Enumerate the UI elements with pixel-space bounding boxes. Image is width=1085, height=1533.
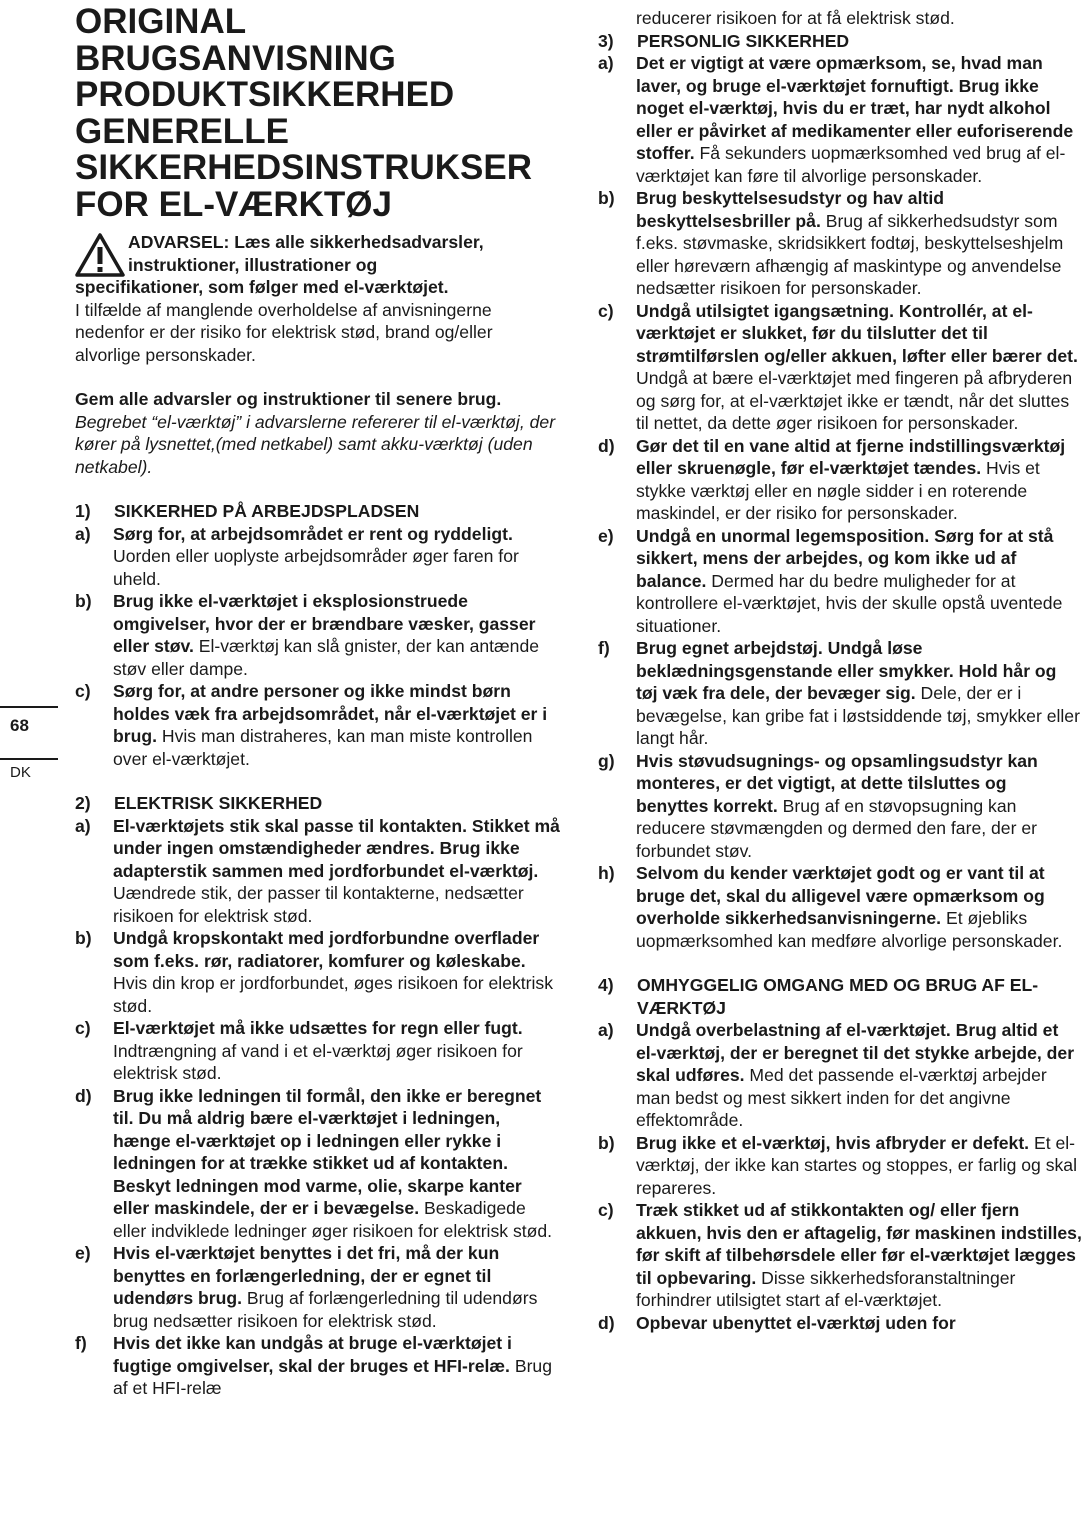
list-item: d) Brug ikke ledningen til formål, den ikke er beregnet til. Du må aldrig bære el-værktøjet i ledningen, hænge el-værktøjet op i ledningen eller rykke i ledningen for at trække stikket ud af kontakten. Beskyt ledningen mod varme, olie, skarpe kanter eller maskindele, der er i bevægelse. Beskadigede eller indviklede ledninger øger risikoen for elektrisk stød. <box>75 1085 553 1241</box>
section-2-heading: 2) ELEKTRISK SIKKERHED <box>75 793 323 813</box>
list-item: c) Undgå utilsigtet igangsætning. Kontrollér, at el-værktøjet er slukket, før du tilslutter det til strømtilførslen og/eller akkuen, løfter eller bærer det. Undgå at bære el-værktøjet med fingeren på afbryderen og sørg for, at el-værktøjet ikke er tændt, når det sluttes til nettet, da dette øger risikoen for personskader. <box>598 300 1078 433</box>
language-code: DK <box>10 764 31 781</box>
warning-block <box>75 231 560 366</box>
continued-text: reducerer risikoen for at få elektrisk stød. <box>636 8 955 28</box>
list-item: a) Det er vigtigt at være opmærksom, se, hvad man laver, og bruge el-værktøjet fornuftigt. Brug ikke noget el-værktøj, hvis du er træt, har nydt alkohol eller er påvirket af medikamenter eller euforiserende stoffer. Få sekunders uopmærksomhed ved brug af el-værktøjet kan føre til alvorlige personskader. <box>598 53 1074 186</box>
warning-heading-line3: specifikationer, som følger med el-værktøjet. <box>75 277 449 297</box>
tool-definition: Begrebet “el-værktøj” i advarslerne refererer til el-værktøj, der kører på lysnettet,(med netkabel) samt akku-værktøj (uden netkabel). <box>75 411 556 477</box>
list-item: c) Sørg for, at andre personer og ikke mindst børn holdes væk fra arbejdsområdet, når el-værktøjet er i brug. Hvis man distraheres, kan man miste kontrollen over el-værktøjet. <box>75 681 548 769</box>
page-number: 68 <box>10 716 29 735</box>
list-item: f) Brug egnet arbejdstøj. Undgå løse beklædningsgenstande eller smykker. Hold hår og tøj væk fra dele, der bevæger sig. Dele, der er i bevægelse, kan gribe fat i løstsiddende tøj, smykker eller langt hår. <box>598 638 1080 748</box>
list-item: d) Gør det til en vane altid at fjerne indstillingsværktøj eller skruenøgle, før el-værktøjet tændes. Hvis et stykke værktøj eller en nøgle sidder i en roterende maskindel, er der risiko for personskader. <box>598 435 1066 523</box>
list-item: h) Selvom du kender værktøjet godt og er vant til at bruge det, skal du alligevel være opmærksom og overholde sikkerhedsanvisningerne. Et øjebliks uopmærksomhed kan medføre alvorlige personskader. <box>598 863 1063 951</box>
right-column <box>598 0 1082 1334</box>
list-item: c) El-værktøjet må ikke udsættes for regn eller fugt. Indtrængning af vand i et el-værktøj øger risikoen for elektrisk stød. <box>75 1018 523 1083</box>
warning-text: I tilfælde af manglende overholdelse af anvisningerne nedenfor er der risiko for elektrisk stød, brand og/eller alvorlige personskader. <box>75 299 493 365</box>
list-item: a) El-værktøjets stik skal passe til kontakten. Stikket må under ingen omstændigheder ændres. Brug ikke adapterstik sammen med jordforbundet el-værktøj. Uændrede stik, der passer til kontakterne, nedsætter risikoen for elektrisk stød. <box>75 815 560 926</box>
list-item: f) Hvis det ikke kan undgås at bruge el-værktøjet i fugtige omgivelser, skal der bruges et HFI-relæ. Brug af et HFI-relæ <box>75 1333 553 1398</box>
list-item: c) Træk stikket ud af stikkontakten og/ eller fjern akkuen, hvis den er aftagelig, før maskinen indstilles, før skift af tilbehørsdele eller før el-værktøjet lægges til opbevaring. Disse sikkerhedsforanstaltninger forhindrer utilsigtet start af el-værktøjet. <box>598 1200 1082 1310</box>
list-item: a) Sørg for, at arbejdsområdet er rent og ryddeligt. Uorden eller uoplyste arbejdsområder øger faren for uheld. <box>75 523 519 589</box>
list-item: e) Undgå en unormal legemsposition. Sørg for at stå sikkert, mens der arbejdes, og kom ikke ud af balance. Dermed har du bedre muligheder for at kontrollere el-værktøjet, hvis der skulle opstå uventede situationer. <box>598 525 1063 636</box>
list-item: b) Brug ikke el-værktøjet i eksplosionstruede omgivelser, hvor der er brændbare væsker, gasser eller støv. El-værktøj kan slå gnister, der kan antænde støv eller dampe. <box>75 591 540 679</box>
page-tab <box>0 706 58 760</box>
left-column <box>75 0 560 1400</box>
section-4-heading: 4) OMHYGGELIG OMGANG MED OG BRUG AF EL-VÆRKTØJ <box>598 975 1039 1018</box>
section-1-heading: 1) SIKKERHED PÅ ARBEJDSPLADSEN <box>75 501 420 521</box>
keep-instructions: Gem alle advarsler og instruktioner til senere brug. <box>75 389 502 409</box>
list-item: e) Hvis el-værktøjet benyttes i det fri, må der kun benyttes en forlængerledning, der er egnet til udendørs brug. Brug af forlængerledning til udendørs brug nedsætter risikoen for elektrisk stød. <box>75 1243 538 1331</box>
list-item: d) Opbevar ubenyttet el-værktøj uden for <box>598 1312 956 1333</box>
warning-heading-line1: ADVARSEL: Læs alle sikkerhedsadvarsler, <box>128 232 484 252</box>
list-item: b) Undgå kropskontakt med jordforbundne overflader som f.eks. rør, radiatorer, komfurer og køleskabe. Hvis din krop er jordforbundet, øges risikoen for elektrisk stød. <box>75 928 554 1016</box>
list-item: a) Undgå overbelastning af el-værktøjet. Brug altid et el-værktøj, der er beregnet til det stykke arbejde, der skal udføres. Med det passende el-værktøj arbejder man bedst og mest sikkert inden for det angivne effektområde. <box>598 1020 1075 1130</box>
warning-triangle-icon <box>75 233 125 277</box>
list-item: b) Brug beskyttelsesudstyr og hav altid beskyttelsesbriller på. Brug af sikkerhedsudstyr som f.eks. støvmaske, skridsikkert fodtøj, beskyttelseshjelm eller høreværn afhængig af maskintype og anvendelse nedsætter risikoen for personskader. <box>598 188 1064 298</box>
list-item: g) Hvis støvudsugnings- og opsamlingsudstyr kan monteres, er det vigtigt, at dette tilsluttes og benyttes korrekt. Brug af en støvopsugning kan reducere støvmængden og dermed den fare, der er forbundet støv. <box>598 750 1038 861</box>
section-3-heading: 3) PERSONLIG SIKKERHED <box>598 30 850 51</box>
page-title: ORIGINAL BRUGSANVISNING PRODUKTSIKKERHED GENERELLE SIKKERHEDSINSTRUKSER FOR EL-VÆRKTØJ <box>75 2 532 224</box>
list-item: b) Brug ikke et el-værktøj, hvis afbryder er defekt. Et el-værktøj, der ikke kan startes og stoppes, er farlig og skal repareres. <box>598 1132 1078 1198</box>
warning-heading-line2: instruktioner, illustrationer og <box>128 254 378 275</box>
